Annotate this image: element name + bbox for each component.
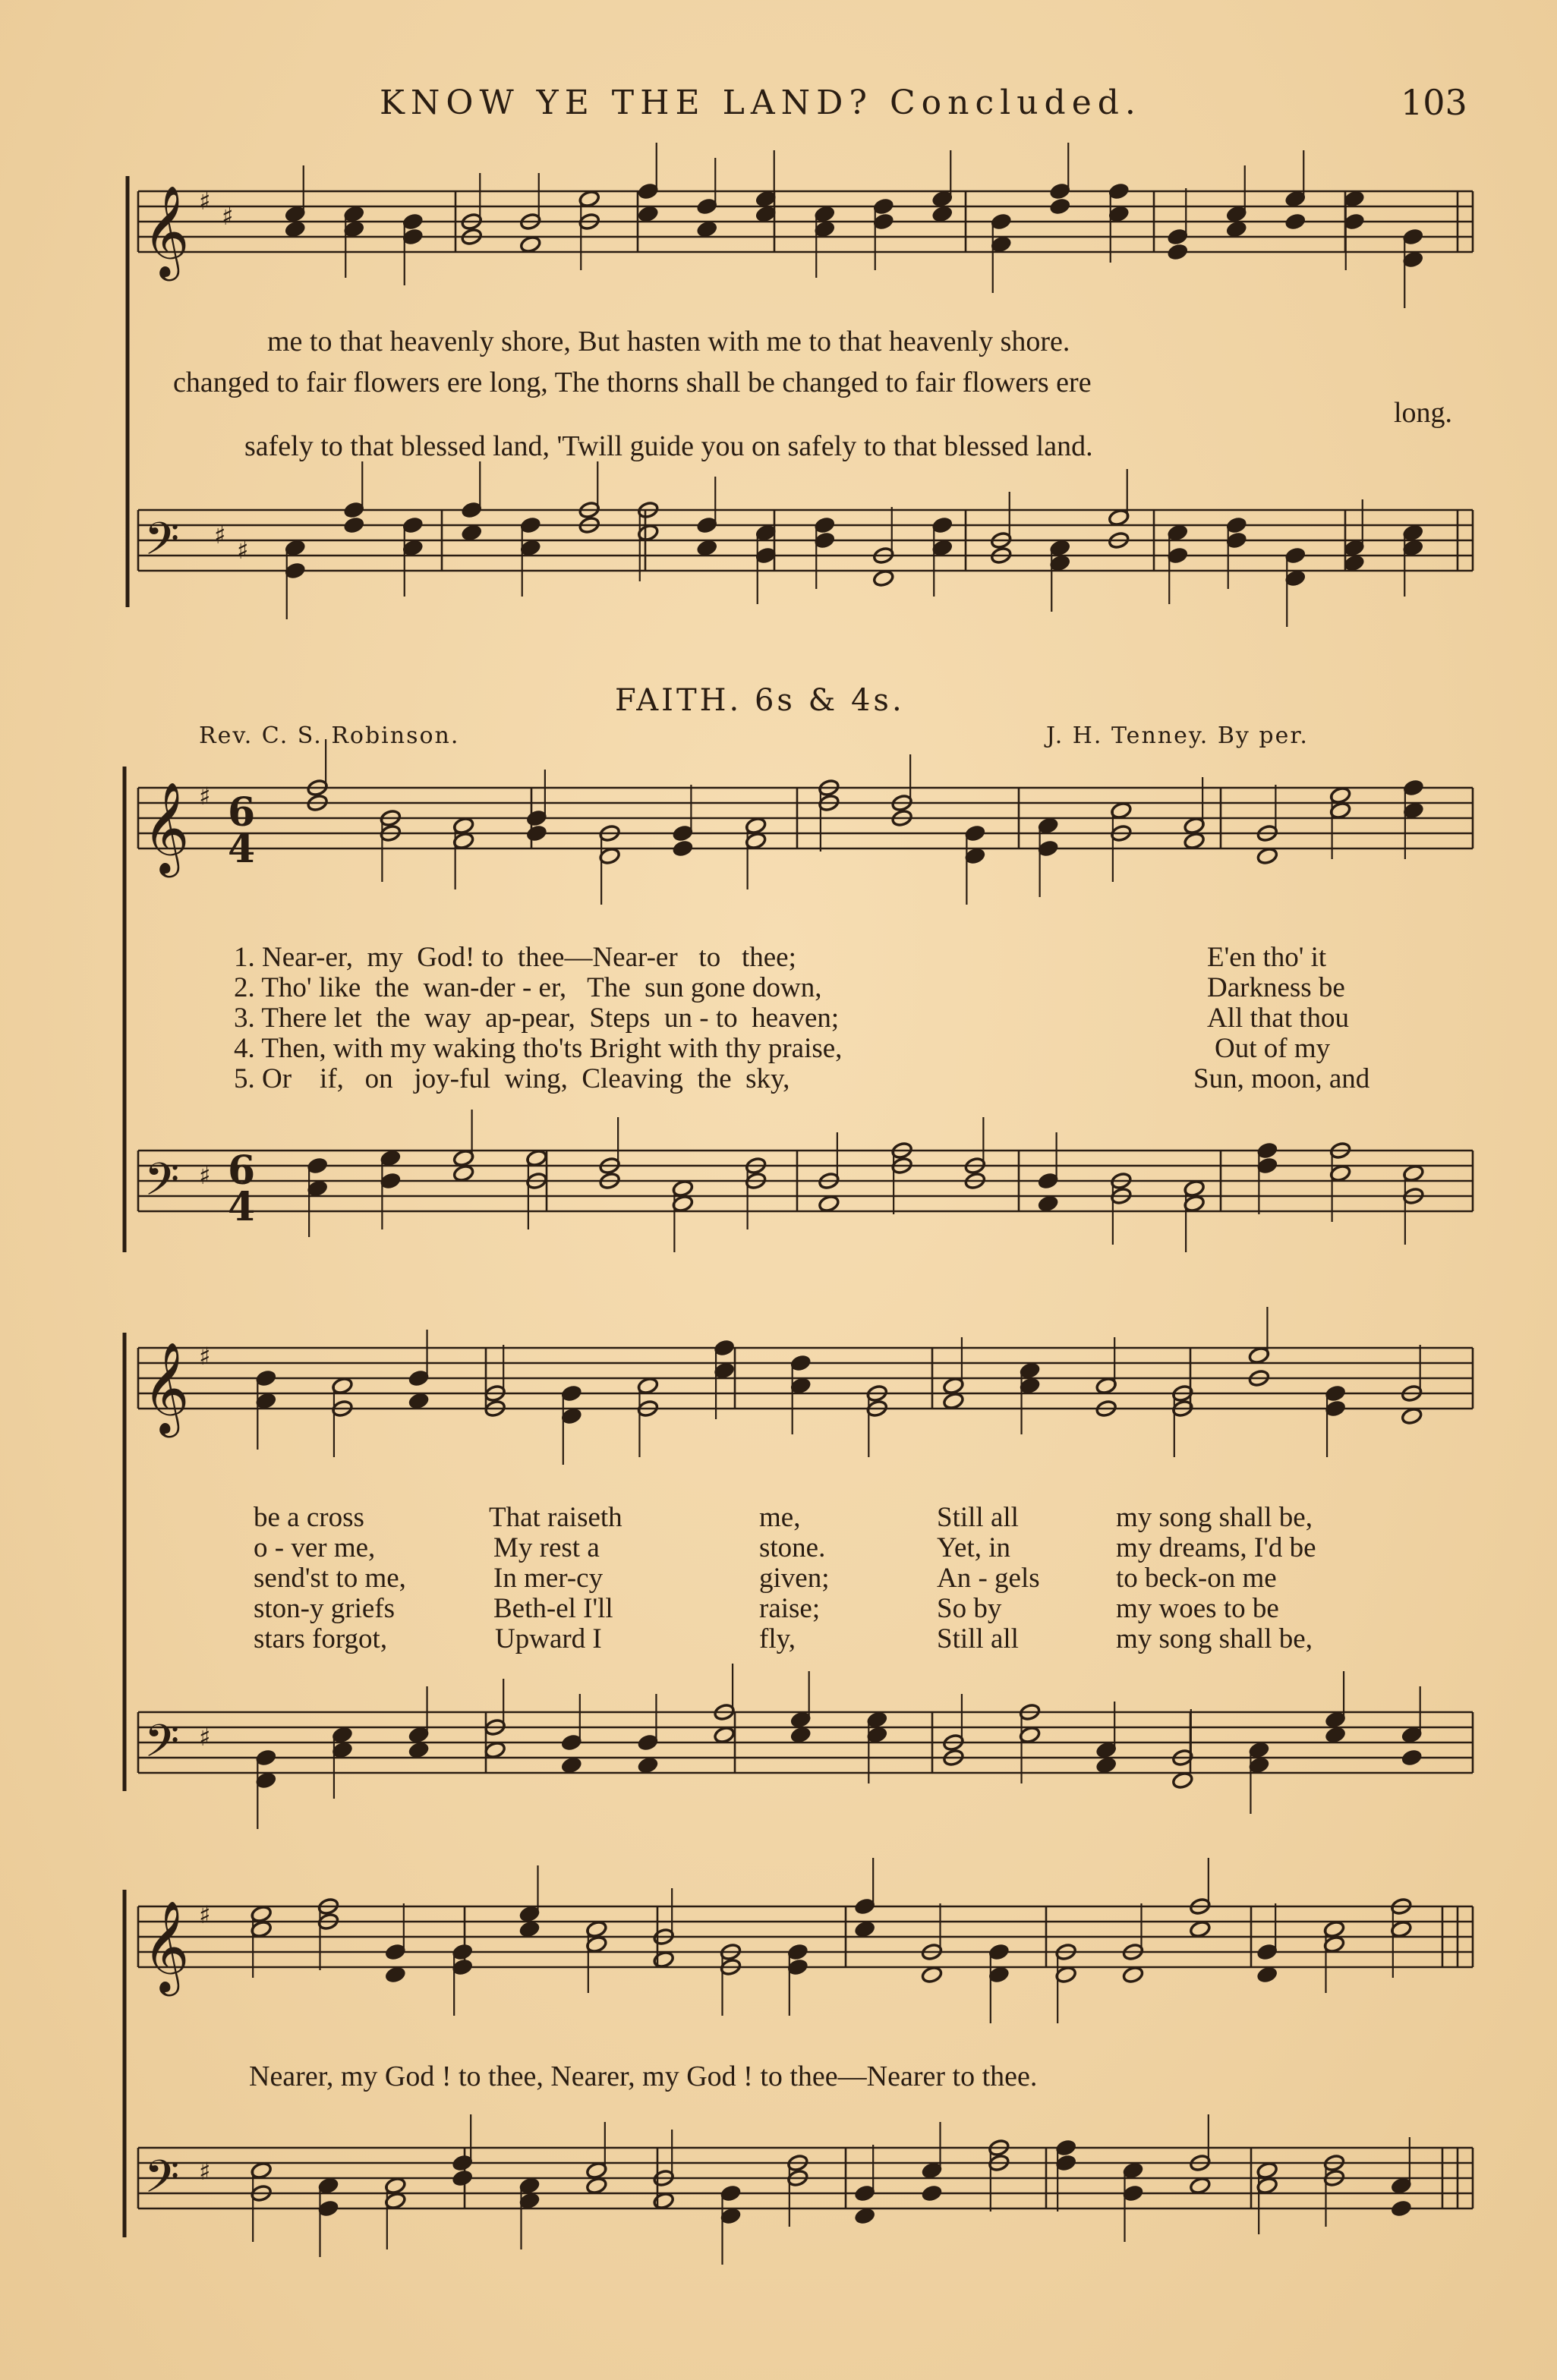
verse-col: In mer-cy bbox=[493, 1563, 604, 1594]
verse-col: send'st to me, bbox=[254, 1563, 406, 1594]
note-head bbox=[560, 1756, 582, 1774]
note-head bbox=[714, 1726, 736, 1744]
bass-clef-icon: 𝄢 bbox=[144, 2150, 180, 2214]
note-head bbox=[921, 2184, 943, 2202]
verse-col: to beck-on me bbox=[1116, 1563, 1277, 1594]
verse-col: stone. bbox=[759, 1532, 826, 1563]
verse-col: my song shall be, bbox=[1116, 1502, 1313, 1533]
verse-col: stars forgot, bbox=[254, 1623, 388, 1654]
note-head bbox=[484, 1741, 506, 1759]
treble-clef-icon: 𝄞 bbox=[143, 184, 190, 277]
note-head bbox=[525, 824, 547, 842]
verse-col: ston-y griefs bbox=[254, 1593, 395, 1624]
verse-col: My rest a bbox=[493, 1532, 600, 1563]
note-head bbox=[284, 220, 306, 238]
verse-col: Still all bbox=[937, 1623, 1019, 1654]
hymn-title: FAITH. 6s & 4s. bbox=[615, 683, 905, 718]
note-head bbox=[518, 1920, 541, 1938]
note-head bbox=[1189, 2177, 1211, 2195]
sharp-icon: ♯ bbox=[199, 1900, 211, 1929]
page-number: 103 bbox=[1401, 82, 1467, 123]
verse-tail: Out of my bbox=[1215, 1033, 1331, 1064]
sharp-icon: ♯ bbox=[199, 782, 211, 811]
note-head bbox=[1095, 1756, 1117, 1774]
verse-col: be a cross bbox=[254, 1502, 364, 1533]
verse-col: Upward I bbox=[495, 1623, 602, 1654]
verse-line: 1. Near-er, my God! to thee—Near-er to thee; bbox=[234, 942, 796, 973]
note-head bbox=[1325, 1726, 1347, 1744]
verse-col: So by bbox=[937, 1593, 1002, 1624]
note-head bbox=[818, 1195, 840, 1213]
verse-col: Beth-el I'll bbox=[493, 1593, 613, 1624]
note-head bbox=[653, 2192, 675, 2210]
refrain-lyric: Nearer, my God ! to thee, Nearer, my God ! to thee—Nearer to thee. bbox=[249, 2060, 1038, 2092]
note-head bbox=[1184, 832, 1206, 850]
time-signature-bottom: 4 bbox=[228, 1184, 256, 1230]
sharp-icon: ♯ bbox=[199, 2157, 211, 2186]
sharp-icon: ♯ bbox=[237, 536, 249, 565]
verse-col: An - gels bbox=[937, 1563, 1040, 1594]
note-head bbox=[637, 205, 659, 223]
verse-col: o - ver me, bbox=[254, 1532, 376, 1563]
note-head bbox=[1049, 197, 1071, 216]
sharp-icon: ♯ bbox=[199, 187, 211, 216]
note-head bbox=[854, 1920, 876, 1938]
note-head bbox=[1284, 212, 1306, 231]
sharp-icon: ♯ bbox=[199, 1723, 211, 1752]
verse-tail: Darkness be bbox=[1207, 972, 1345, 1003]
note-head bbox=[931, 205, 953, 223]
verse-line: 5. Or if, on joy-ful wing, Cleaving the sky, bbox=[234, 1063, 790, 1094]
verse-col: me, bbox=[759, 1502, 801, 1533]
bass-clef-icon: 𝄢 bbox=[144, 1714, 180, 1778]
note-head bbox=[672, 839, 694, 858]
note-head bbox=[637, 1756, 659, 1774]
note-head bbox=[408, 1741, 430, 1759]
hymn-composer: J. H. Tenney. By per. bbox=[1046, 722, 1309, 749]
note-head bbox=[343, 516, 365, 534]
verse-col: fly, bbox=[759, 1623, 796, 1654]
note-head bbox=[1167, 243, 1189, 261]
running-title: KNOW YE THE LAND? Concluded. bbox=[380, 83, 1142, 122]
note-head bbox=[854, 2207, 876, 2225]
treble-clef-icon: 𝄞 bbox=[143, 781, 190, 874]
time-signature-bottom: 4 bbox=[228, 826, 256, 872]
verse-col: my woes to be bbox=[1116, 1593, 1279, 1624]
verse-col: raise; bbox=[759, 1593, 821, 1624]
verse-col: my dreams, I'd be bbox=[1116, 1532, 1316, 1563]
verse-col: my song shall be, bbox=[1116, 1623, 1313, 1654]
time-signature-top: 6 bbox=[228, 789, 256, 836]
verse-tail: E'en tho' it bbox=[1207, 942, 1327, 973]
note-head bbox=[585, 2177, 607, 2195]
note-head bbox=[1189, 1920, 1211, 1938]
note-head bbox=[1401, 1407, 1423, 1425]
verse-col: Yet, in bbox=[937, 1532, 1010, 1563]
continued-lyric-line: changed to fair flowers ere long, The thorns shall be changed to fair flowers ere bbox=[173, 367, 1092, 398]
note-head bbox=[408, 1392, 430, 1410]
note-head bbox=[1225, 220, 1247, 238]
treble-clef-icon: 𝄞 bbox=[143, 1341, 190, 1434]
note-head bbox=[1037, 1195, 1059, 1213]
note-head bbox=[696, 220, 718, 238]
continued-lyric-line: safely to that blessed land, 'Twill guide you on safely to that blessed land. bbox=[244, 430, 1093, 462]
verse-tail: Sun, moon, and bbox=[1193, 1063, 1370, 1094]
bass-clef-icon: 𝄢 bbox=[144, 512, 180, 576]
sharp-icon: ♯ bbox=[199, 1161, 211, 1190]
verse-line: 3. There let the way ap-pear, Steps un - to heaven; bbox=[234, 1003, 840, 1034]
note-head bbox=[1390, 2199, 1412, 2218]
note-head bbox=[872, 569, 894, 587]
note-head bbox=[1401, 1749, 1423, 1767]
note-head bbox=[519, 235, 541, 253]
verse-col: That raiseth bbox=[489, 1502, 622, 1533]
verse-col: Still all bbox=[937, 1502, 1019, 1533]
note-head bbox=[790, 1726, 812, 1744]
note-head bbox=[921, 1966, 943, 1984]
note-head bbox=[942, 1392, 964, 1410]
note-head bbox=[1343, 554, 1365, 572]
note-head bbox=[653, 1950, 675, 1969]
continued-lyric-line: long. bbox=[1394, 397, 1453, 429]
note-head bbox=[1171, 1771, 1193, 1790]
sharp-icon: ♯ bbox=[214, 521, 226, 549]
note-head bbox=[452, 1164, 474, 1182]
continued-lyric-line: me to that heavenly shore, But hasten with me to that heavenly shore. bbox=[267, 326, 1070, 357]
note-head bbox=[452, 2169, 474, 2187]
time-signature-top: 6 bbox=[228, 1148, 256, 1194]
verse-tail: All that thou bbox=[1207, 1003, 1350, 1034]
bass-clef-icon: 𝄢 bbox=[144, 1153, 180, 1217]
note-head bbox=[1122, 1966, 1144, 1984]
treble-clef-icon: 𝄞 bbox=[143, 1900, 190, 1992]
verse-line: 4. Then, with my waking tho'ts Bright with thy praise, bbox=[234, 1033, 843, 1064]
sharp-icon: ♯ bbox=[222, 202, 234, 231]
hymn-author: Rev. C. S. Robinson. bbox=[199, 722, 460, 749]
verse-col: given; bbox=[759, 1563, 830, 1594]
note-head bbox=[384, 1966, 406, 1984]
note-head bbox=[1256, 1966, 1278, 1984]
note-head bbox=[461, 524, 483, 542]
note-head bbox=[696, 539, 718, 557]
verse-line: 2. Tho' like the wan-der - er, The sun gone down, bbox=[234, 972, 822, 1003]
sharp-icon: ♯ bbox=[199, 1342, 211, 1371]
note-head bbox=[1256, 847, 1278, 865]
